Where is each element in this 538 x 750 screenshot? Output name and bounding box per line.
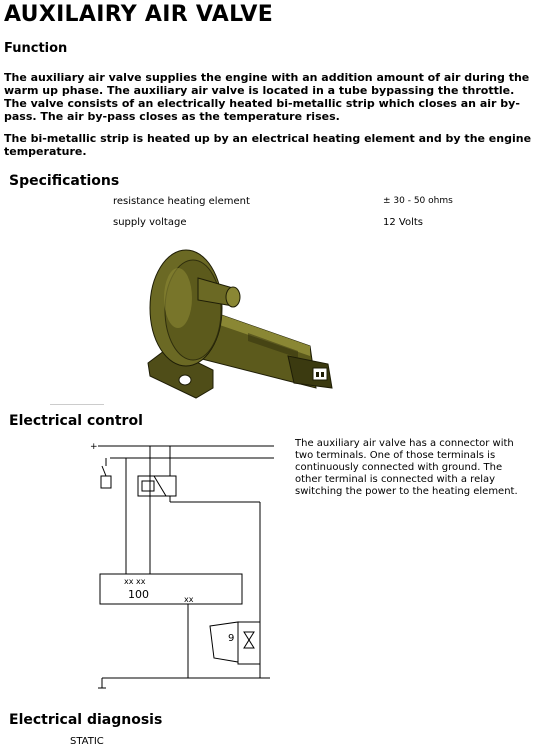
separator-line	[50, 404, 104, 405]
electrical-control-heading: Electrical control	[9, 413, 143, 429]
diagram-component-number: 9	[228, 633, 235, 644]
diagram-plus-sign: +	[90, 442, 98, 452]
electrical-diagnosis-heading: Electrical diagnosis	[9, 712, 163, 728]
diagram-ecu-number: 100	[128, 588, 149, 601]
diagram-ecu-pin-right: xx	[184, 595, 194, 604]
diagram-ecu-pins: xx xx	[124, 577, 146, 586]
function-heading: Function	[4, 41, 68, 56]
auxiliary-air-valve-illustration	[138, 238, 348, 403]
page-title: AUXILAIRY AIR VALVE	[4, 2, 274, 27]
wiring-diagram	[88, 436, 278, 698]
spec-value-resistance: ± 30 - 50 ohms	[383, 196, 453, 206]
electrical-control-description: The auxiliary air valve has a connector with two terminals. One of those terminals is continuously connected with ground. The other terminal is connected with a relay switching the power to the heating element.	[295, 438, 518, 497]
specifications-heading: Specifications	[9, 173, 120, 189]
function-paragraph-1: The auxiliary air valve supplies the engine with an addition amount of air during the warm up phase. The auxiliary air valve is located in a tube bypassing the throttle. The valve consists of an electrically heated bi-metallic strip which closes an air by-pass. The air by-pass closes as the temperature rises.	[4, 71, 530, 123]
spec-label-resistance: resistance heating element	[113, 196, 250, 207]
diagnosis-type: STATIC	[70, 736, 104, 747]
spec-label-voltage: supply voltage	[113, 217, 187, 228]
spec-value-voltage: 12 Volts	[383, 217, 423, 228]
function-paragraph-2: The bi-metallic strip is heated up by an electrical heating element and by the engine temperature.	[4, 132, 532, 158]
